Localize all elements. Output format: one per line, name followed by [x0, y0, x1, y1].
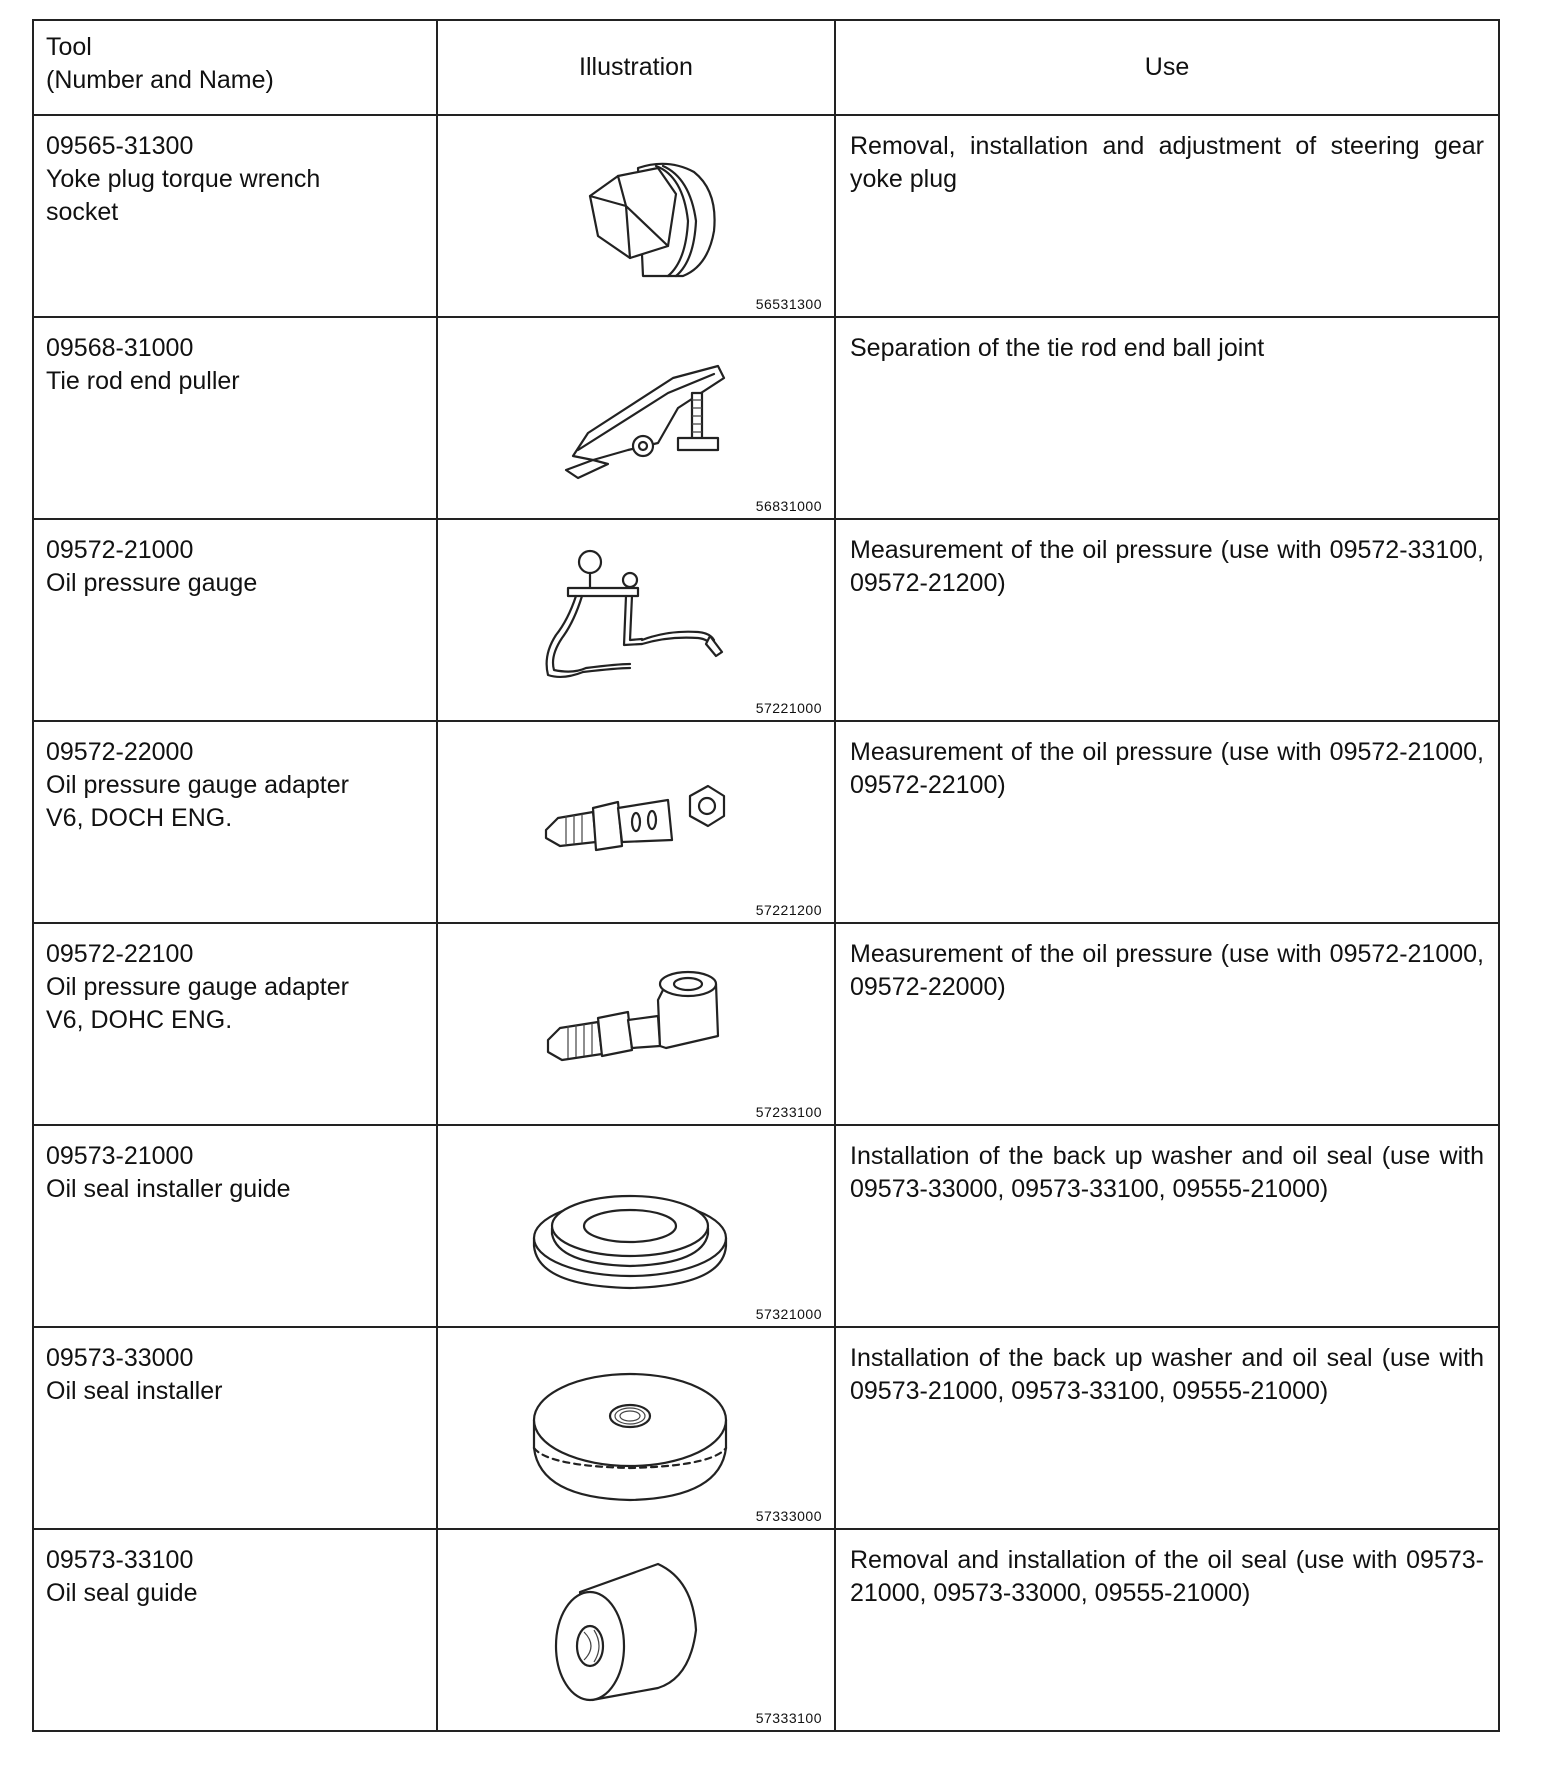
tool-number: 09573-21000 [46, 1142, 194, 1170]
special-tools-table [32, 19, 1500, 1732]
use-cell: Measurement of the oil pressure (use with 09572-21000, 09572-22100) [835, 721, 1499, 923]
use-cell: Separation of the tie rod end ball joint [835, 317, 1499, 519]
header-tool-line2: (Number and Name) [46, 66, 274, 94]
tool-name: Tie rod end puller [46, 367, 240, 395]
tool-name-cont: V6, DOHC ENG. [46, 1006, 233, 1034]
tool-cell [33, 317, 437, 519]
figure-code: 57321000 [755, 1306, 822, 1322]
tool-number: 09568-31000 [46, 334, 194, 362]
table-row [33, 721, 1499, 923]
tool-name-cont: socket [46, 198, 119, 226]
figure-code: 56531300 [755, 296, 822, 312]
figure-code: 57333100 [755, 1710, 822, 1726]
header-illustration: Illustration [437, 20, 835, 115]
seal-guide-illustration [518, 1550, 758, 1705]
illustration-cell [437, 1125, 835, 1327]
illustration-cell [437, 115, 835, 317]
table-row [33, 923, 1499, 1125]
figure-code: 57221000 [755, 700, 822, 716]
table-row [33, 519, 1499, 721]
illustration-cell [437, 1529, 835, 1731]
figure-code: 57333000 [755, 1508, 822, 1524]
tool-name: Oil pressure gauge adapter [46, 771, 349, 799]
tool-name: Oil seal installer [46, 1377, 223, 1405]
tool-number: 09573-33100 [46, 1546, 194, 1574]
tool-name: Oil pressure gauge [46, 569, 258, 597]
tool-number: 09572-22100 [46, 940, 194, 968]
tool-cell [33, 1125, 437, 1327]
tool-cell [33, 519, 437, 721]
tool-cell [33, 721, 437, 923]
illustration-cell [437, 1327, 835, 1529]
illustration-cell [437, 923, 835, 1125]
header-tool [33, 20, 437, 115]
tool-cell [33, 1327, 437, 1529]
table-row [33, 115, 1499, 317]
tool-cell [33, 1529, 437, 1731]
header-use: Use [835, 20, 1499, 115]
use-cell: Measurement of the oil pressure (use with 09572-33100, 09572-21200) [835, 519, 1499, 721]
table-row [33, 1529, 1499, 1731]
use-cell: Installation of the back up washer and oil seal (use with 09573-33000, 09573-33100, 09555-21000) [835, 1125, 1499, 1327]
use-cell: Installation of the back up washer and oil seal (use with 09573-21000, 09573-33100, 09555-21000) [835, 1327, 1499, 1529]
illustration-cell [437, 721, 835, 923]
figure-code: 57221200 [755, 902, 822, 918]
tool-name: Yoke plug torque wrench [46, 165, 321, 193]
adapter-v6-illustration [518, 742, 758, 897]
tool-cell [33, 923, 437, 1125]
pressure-gauge-illustration [518, 540, 758, 695]
adapter-dohc-illustration [518, 944, 758, 1099]
socket-illustration [518, 136, 758, 291]
seal-installer-illustration [518, 1348, 758, 1503]
tool-number: 09573-33000 [46, 1344, 194, 1372]
tool-name: Oil seal guide [46, 1579, 198, 1607]
table-row [33, 1125, 1499, 1327]
table-row [33, 317, 1499, 519]
tool-name-cont: V6, DOCH ENG. [46, 804, 233, 832]
installer-guide-illustration [518, 1146, 758, 1301]
tool-name: Oil pressure gauge adapter [46, 973, 349, 1001]
tool-number: 09572-21000 [46, 536, 194, 564]
illustration-cell [437, 519, 835, 721]
header-tool-line1: Tool [46, 33, 92, 61]
table-row [33, 1327, 1499, 1529]
puller-illustration [518, 338, 758, 493]
tool-number: 09565-31300 [46, 132, 194, 160]
table-header-row [33, 20, 1499, 115]
use-cell: Removal, installation and adjustment of steering gear yoke plug [835, 115, 1499, 317]
illustration-cell [437, 317, 835, 519]
figure-code: 57233100 [755, 1104, 822, 1120]
figure-code: 56831000 [755, 498, 822, 514]
tool-cell [33, 115, 437, 317]
tool-name: Oil seal installer guide [46, 1175, 291, 1203]
tool-number: 09572-22000 [46, 738, 194, 766]
use-cell: Removal and installation of the oil seal (use with 09573-21000, 09573-33000, 09555-21000) [835, 1529, 1499, 1731]
use-cell: Measurement of the oil pressure (use with 09572-21000, 09572-22000) [835, 923, 1499, 1125]
